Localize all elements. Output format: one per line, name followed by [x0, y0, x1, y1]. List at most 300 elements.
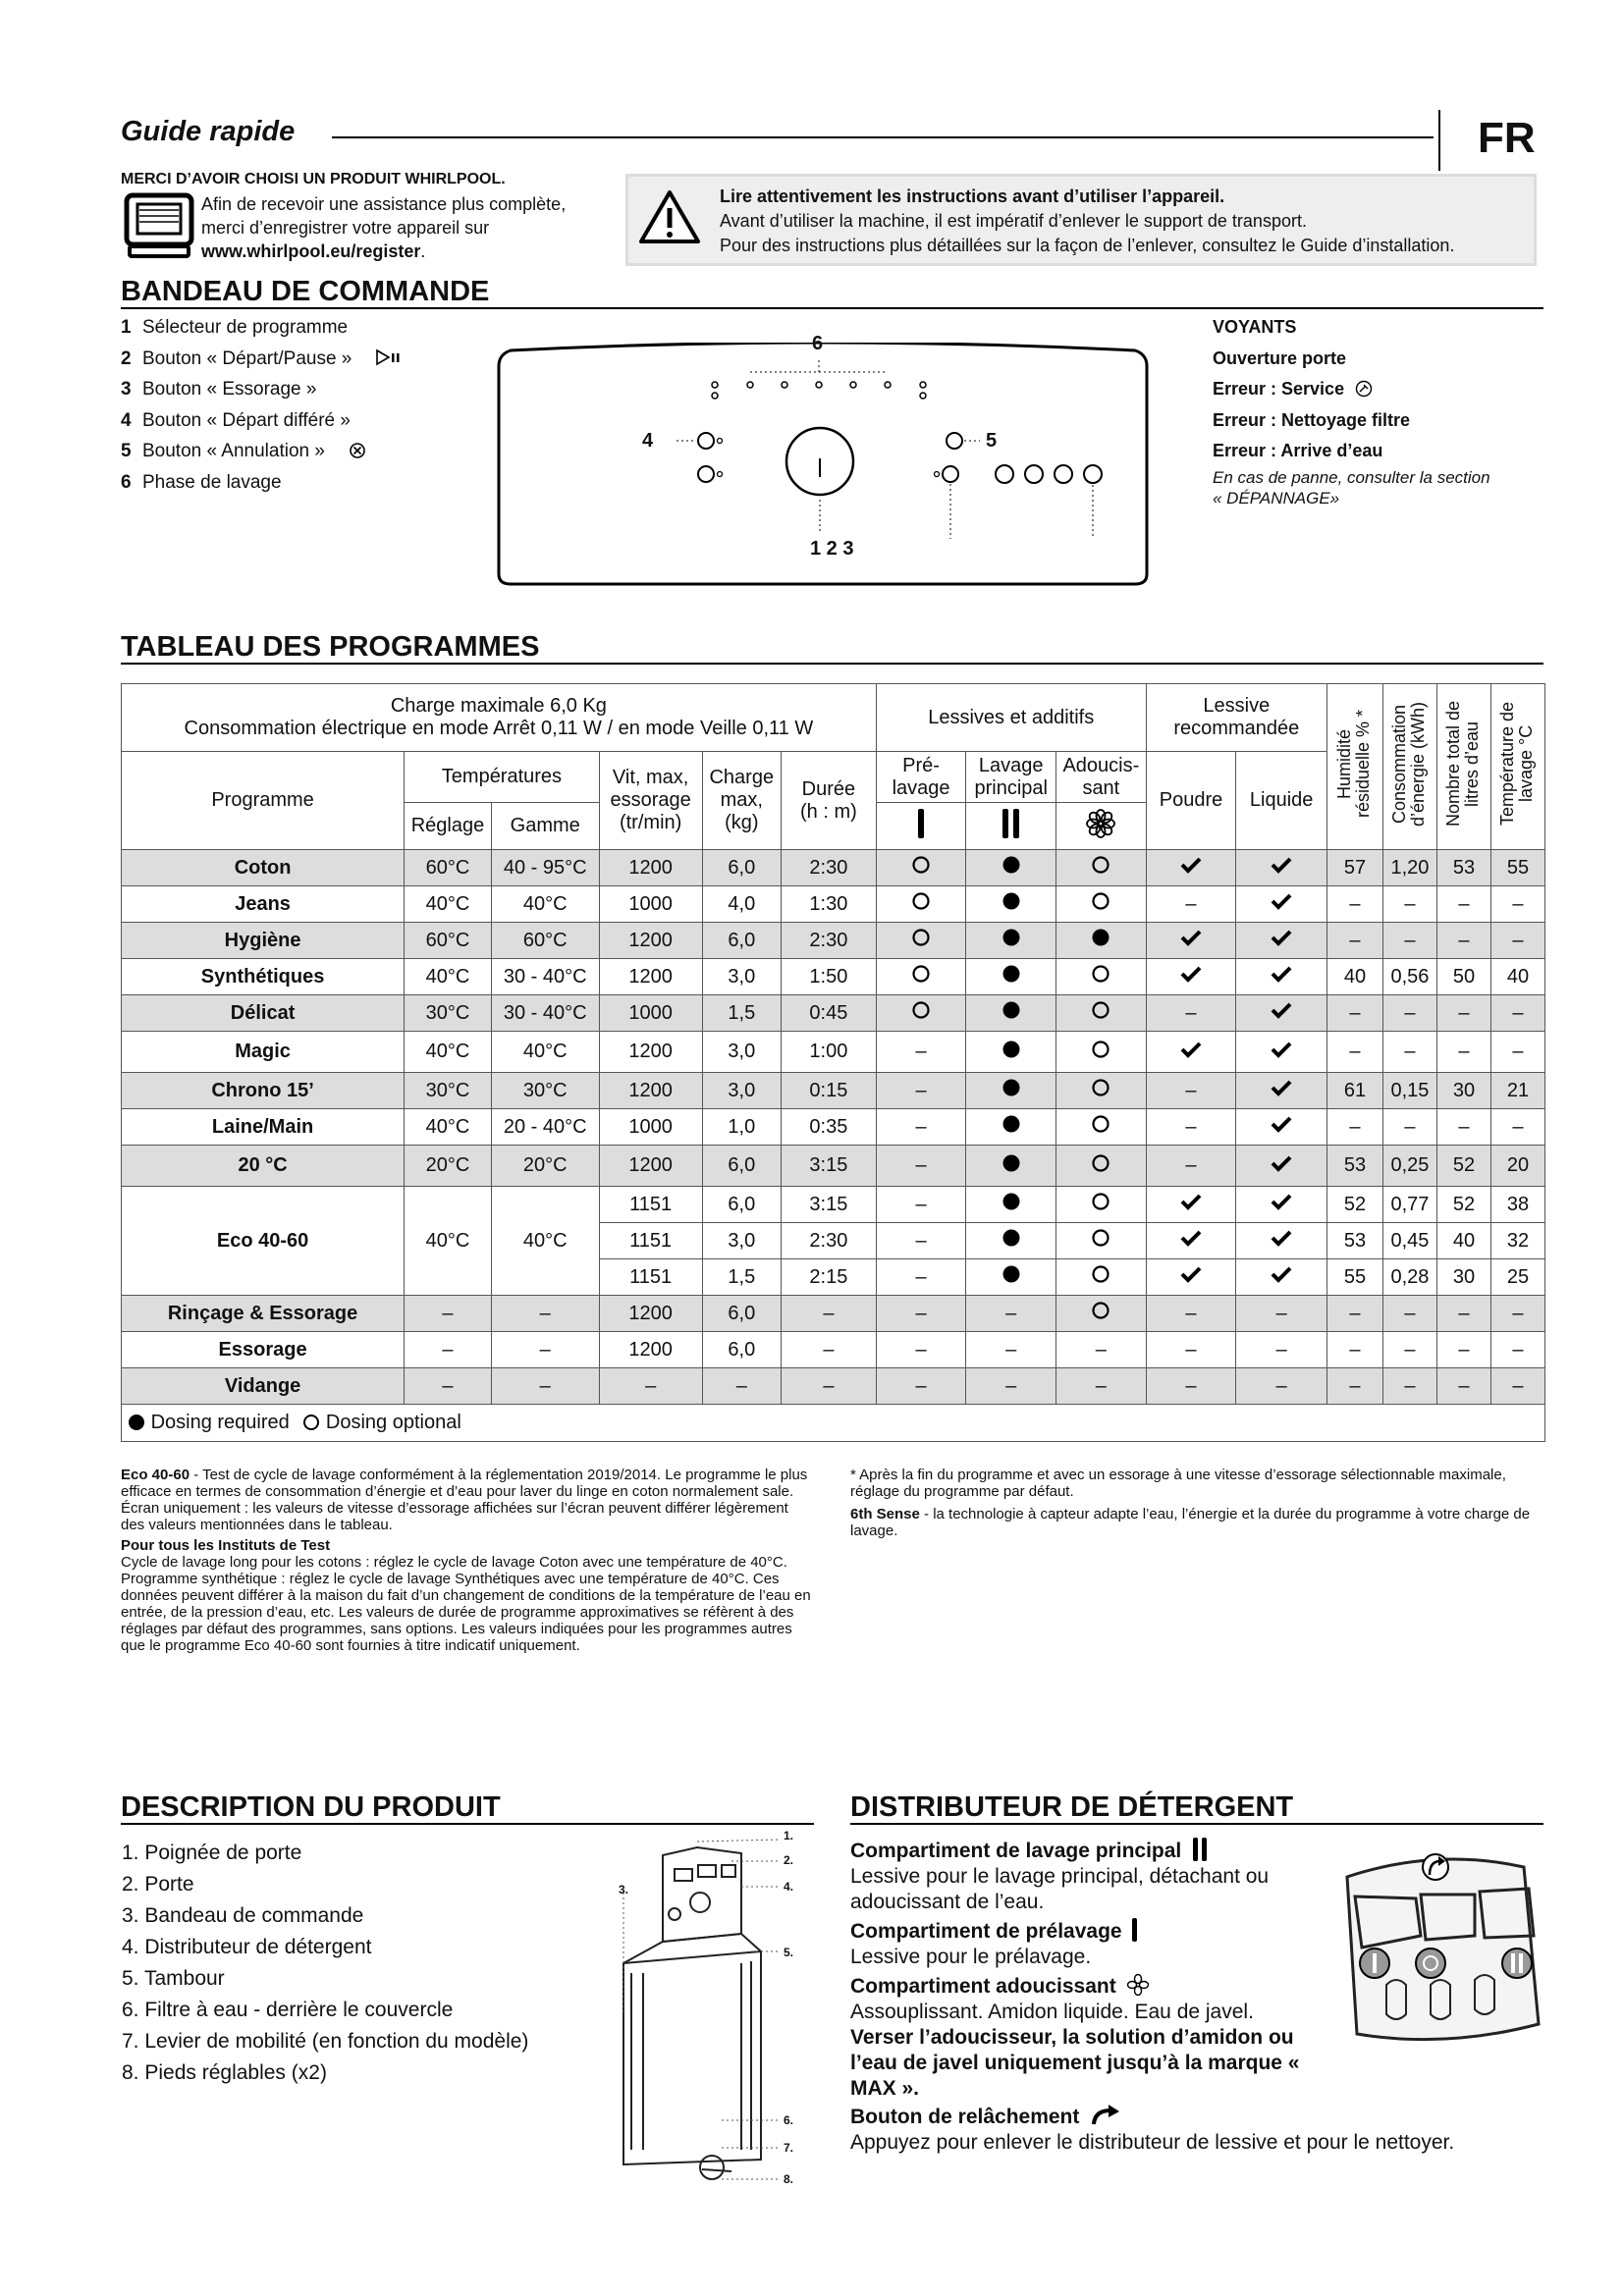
setting-cell: 40°C [405, 1032, 492, 1073]
page-title: Guide rapide [121, 116, 296, 147]
mainwash-icon [1000, 807, 1023, 840]
duration-cell: – [782, 1296, 877, 1332]
powder-cell: – [1146, 1368, 1236, 1405]
table-row [122, 1109, 1545, 1146]
mainwash-cell [966, 850, 1056, 886]
powder-cell [1146, 1259, 1236, 1296]
check-icon [1270, 1228, 1293, 1248]
softener-cell [1056, 1296, 1147, 1332]
range-cell: 40°C [491, 886, 599, 923]
prewash-cell [876, 850, 966, 886]
callout-5: 5. [784, 1946, 794, 1959]
reco-line-2: recommandée [1173, 718, 1300, 739]
cancel-icon [348, 441, 367, 460]
table-row [122, 959, 1545, 995]
duration-cell: – [782, 1332, 877, 1368]
register-url[interactable]: www.whirlpool.eu/register [201, 241, 421, 261]
check-icon [1179, 928, 1203, 947]
program-name: Magic [122, 1032, 405, 1073]
empty-circle-icon [1091, 1040, 1110, 1059]
spin-cell: 1200 [599, 1146, 702, 1187]
spin-cell: 1200 [599, 959, 702, 995]
register-url-suffix: . [420, 241, 426, 261]
water-cell: 50 [1436, 959, 1490, 995]
softener-cell [1056, 1223, 1147, 1259]
liquid-cell [1236, 1259, 1327, 1296]
setting-cell: – [405, 1296, 492, 1332]
prewash-cell: – [876, 1146, 966, 1187]
temperature-cell: – [1490, 995, 1544, 1032]
legend-optional: Dosing optional [325, 1412, 461, 1433]
section-rule [850, 1823, 1543, 1825]
mainwash-icon [1191, 1838, 1211, 1861]
humidity-cell: – [1326, 1332, 1382, 1368]
section-rule [121, 307, 1543, 309]
prewash-icon-cell [876, 803, 966, 850]
powder-cell [1146, 1032, 1236, 1073]
empty-circle-icon [1091, 855, 1110, 875]
powder-cell [1146, 1223, 1236, 1259]
voyants-list [1213, 312, 1410, 467]
spin-l3: (tr/min) [619, 812, 682, 833]
energy-cell: – [1382, 1109, 1436, 1146]
load-l3: (kg) [725, 812, 759, 833]
sixth-sense-text: - la technologie à capteur adapte l’eau, l’énergie et la durée du programme à votre charge de lavage. [850, 1506, 1531, 1539]
range-cell: – [491, 1296, 599, 1332]
temperature-cell: 38 [1490, 1187, 1544, 1223]
range-cell: 20°C [491, 1146, 599, 1187]
panel-label-4: 4 [642, 430, 654, 452]
humidity-label: Humidité résiduelle % * [1333, 709, 1373, 819]
range-cell: 30 - 40°C [491, 995, 599, 1032]
program-name: Vidange [122, 1368, 405, 1405]
powder-cell: – [1146, 995, 1236, 1032]
water-cell: – [1436, 995, 1490, 1032]
check-icon [1179, 1192, 1203, 1211]
water-header [1436, 684, 1490, 850]
humidity-cell: – [1326, 1368, 1382, 1405]
mainwash-header [966, 752, 1056, 803]
warning-text [720, 185, 1454, 258]
softener-l2: sant [1082, 776, 1120, 799]
spin-cell: 1200 [599, 1032, 702, 1073]
table-row [122, 886, 1545, 923]
check-icon [1270, 855, 1293, 875]
filled-circle-icon [1001, 1192, 1021, 1211]
check-icon [1270, 928, 1293, 947]
program-name: Chrono 15’ [122, 1073, 405, 1109]
mainwash-l1: Lavage [978, 754, 1044, 776]
softener-cell [1056, 1259, 1147, 1296]
duration-cell: 0:35 [782, 1109, 877, 1146]
voyant-item: Erreur : Service [1213, 379, 1345, 399]
powder-cell: – [1146, 1332, 1236, 1368]
empty-circle-icon [1091, 1228, 1110, 1248]
duration-l2: (h : m) [799, 800, 857, 823]
range-cell: 40°C [491, 1187, 599, 1296]
humidity-header [1326, 684, 1382, 850]
liquid-cell: – [1236, 1368, 1327, 1405]
table-row [122, 923, 1545, 959]
program-name: 20 °C [122, 1146, 405, 1187]
duration-cell: 2:15 [782, 1259, 877, 1296]
voyant-item: Ouverture porte [1213, 347, 1347, 368]
eco-note-text: - Test de cycle de lavage conformément à la réglementation 2019/2014. Le programme le plus efficace en termes de consommation d’énergie et d’eau pour laver du linge en coton normalement sale. Écran uniquement : les valeurs de vitesse d’essorage affichées sur l’écran peuvent différer légèrement des valeurs mentionnées dans le tableau. [121, 1467, 808, 1533]
empty-circle-icon [1091, 1153, 1110, 1173]
setting-cell: 40°C [405, 1109, 492, 1146]
table-row [122, 1368, 1545, 1405]
temperature-cell: – [1490, 1032, 1544, 1073]
lessive-reco-header [1146, 684, 1326, 752]
warning-icon [638, 188, 701, 245]
language-code: FR [1478, 114, 1536, 162]
water-cell: 40 [1436, 1223, 1490, 1259]
check-icon [1270, 1040, 1293, 1059]
lessives-header: Lessives et additifs [876, 684, 1146, 752]
prewash-cell: – [876, 1223, 966, 1259]
register-text [201, 192, 614, 263]
check-icon [1179, 1040, 1203, 1059]
range-cell: – [491, 1332, 599, 1368]
part-item: 5. Tambour [122, 1967, 225, 1990]
spin-cell: 1151 [599, 1187, 702, 1223]
header-divider [1438, 110, 1440, 171]
program-name: Laine/Main [122, 1109, 405, 1146]
load-cell: 6,0 [702, 1146, 781, 1187]
section-title-description: DESCRIPTION DU PRODUIT [121, 1791, 501, 1823]
control-num: 6 [121, 471, 132, 493]
callout-1: 1. [784, 1829, 794, 1842]
liquid-cell [1236, 850, 1327, 886]
table-row [122, 1073, 1545, 1109]
product-parts-list [122, 1838, 528, 2089]
temperature-header [1490, 684, 1544, 850]
filled-circle-icon [1001, 1000, 1021, 1020]
control-label: Bouton « Départ/Pause » [142, 347, 352, 369]
callout-2: 2. [784, 1853, 794, 1867]
panel-label-5: 5 [986, 430, 998, 452]
load-cell: 1,5 [702, 995, 781, 1032]
load-cell: 3,0 [702, 1223, 781, 1259]
prewash-cell [876, 959, 966, 995]
check-icon [1179, 964, 1203, 984]
liquid-cell [1236, 923, 1327, 959]
softener-cell: – [1056, 1368, 1147, 1405]
mainwash-cell [966, 923, 1056, 959]
temperatures-header: Températures [405, 752, 600, 803]
duration-cell: 3:15 [782, 1187, 877, 1223]
liquid-cell: – [1236, 1296, 1327, 1332]
mainwash-cell [966, 1223, 1056, 1259]
table-row [122, 995, 1545, 1032]
softener-warning: Verser l’adoucisseur, la solution d’amidon ou l’eau de javel uniquement jusqu’à la marque « MAX ». [850, 2026, 1300, 2100]
part-item: 4. Distributeur de détergent [122, 1936, 372, 1958]
temperature-cell: – [1490, 1332, 1544, 1368]
table-row [122, 1332, 1545, 1368]
softener-text: Assouplissant. Amidon liquide. Eau de javel. [850, 2001, 1254, 2023]
mainwash-cell [966, 1187, 1056, 1223]
liquid-cell [1236, 1109, 1327, 1146]
check-icon [1270, 1153, 1293, 1173]
energy-label: Consommation d’énergie (kWh) [1388, 701, 1428, 827]
softener-cell [1056, 995, 1147, 1032]
dispenser-illustration [1327, 1838, 1545, 2056]
duration-cell: 2:30 [782, 1223, 877, 1259]
notes-left [121, 1467, 814, 1654]
prewash-icon [1130, 1918, 1140, 1942]
check-icon [1270, 891, 1293, 911]
energy-cell: 1,20 [1382, 850, 1436, 886]
powder-cell [1146, 923, 1236, 959]
temperature-cell: 32 [1490, 1223, 1544, 1259]
filled-circle-icon [128, 1414, 145, 1431]
prewash-l2: lavage [892, 776, 950, 799]
check-icon [1270, 1264, 1293, 1284]
program-name: Coton [122, 850, 405, 886]
prewash-cell: – [876, 1296, 966, 1332]
powder-cell: – [1146, 1146, 1236, 1187]
softener-cell [1056, 1073, 1147, 1109]
duration-cell: 1:50 [782, 959, 877, 995]
energy-cell: 0,25 [1382, 1146, 1436, 1187]
softener-cell: – [1056, 1332, 1147, 1368]
duration-cell: 1:30 [782, 886, 877, 923]
voyants-note [1213, 467, 1517, 508]
mainwash-cell: – [966, 1332, 1056, 1368]
water-cell: – [1436, 923, 1490, 959]
humidity-cell: – [1326, 1032, 1382, 1073]
softener-title: Compartiment adoucissant [850, 1975, 1116, 1998]
empty-circle-icon [1091, 1078, 1110, 1097]
humidity-cell: – [1326, 923, 1382, 959]
liquid-cell [1236, 886, 1327, 923]
prewash-cell: – [876, 1332, 966, 1368]
filled-circle-icon [1001, 1040, 1021, 1059]
table-row [122, 850, 1545, 886]
humidity-cell: 52 [1326, 1187, 1382, 1223]
liquid-cell [1236, 1146, 1327, 1187]
load-l1: Charge [709, 767, 775, 788]
program-name: Rinçage & Essorage [122, 1296, 405, 1332]
mainwash-cell [966, 886, 1056, 923]
flower-icon [1085, 808, 1116, 839]
table-row [122, 1296, 1545, 1332]
temperature-label: Température de lavage °C [1496, 701, 1536, 827]
program-name: Hygiène [122, 923, 405, 959]
charge-header [122, 684, 877, 752]
control-num: 2 [121, 347, 132, 369]
control-num: 3 [121, 379, 132, 400]
service-icon [1355, 380, 1373, 398]
spin-cell: – [599, 1368, 702, 1405]
check-icon [1179, 1264, 1203, 1284]
mainwash-cell: – [966, 1296, 1056, 1332]
mainwash-cell [966, 1259, 1056, 1296]
check-icon [1179, 1228, 1203, 1248]
temperature-cell: – [1490, 923, 1544, 959]
softener-cell [1056, 850, 1147, 886]
test-institutes-title: Pour tous les Instituts de Test [121, 1537, 331, 1554]
spin-cell: 1200 [599, 923, 702, 959]
mainwash-cell [966, 959, 1056, 995]
setting-cell: 30°C [405, 995, 492, 1032]
range-cell: 40°C [491, 1032, 599, 1073]
load-cell: 3,0 [702, 959, 781, 995]
temperature-cell: 40 [1490, 959, 1544, 995]
water-cell: – [1436, 1032, 1490, 1073]
energy-cell: – [1382, 886, 1436, 923]
test-institutes-text: Cycle de lavage long pour les cotons : réglez le cycle de lavage Coton avec une température de 40°C. Programme synthétique : réglez le cycle de lavage Synthétiques avec une température de 40°C. Ces données peuvent différer à la maison du fait d’un changement de conditions de la température de l’eau en entrée, de la pression d’eau, etc. Les valeurs de durée de programme approximatives se réfèrent à des réglages par défaut des programmes, sans options. Les valeurs indiquées pour les programmes autres que le programme Eco 40-60 sont fournies à titre indicatif uniquement. [121, 1554, 811, 1654]
empty-circle-icon [1091, 891, 1110, 911]
spin-cell: 1200 [599, 1332, 702, 1368]
setting-cell: – [405, 1332, 492, 1368]
prewash-header [876, 752, 966, 803]
prewash-text: Lessive pour le prélavage. [850, 1946, 1092, 1968]
prewash-icon [915, 807, 927, 840]
curved-arrow-icon [1091, 2105, 1120, 2126]
load-cell: 1,5 [702, 1259, 781, 1296]
softener-cell [1056, 1109, 1147, 1146]
temperature-cell: – [1490, 1368, 1544, 1405]
control-num: 5 [121, 441, 132, 461]
table-row [122, 1032, 1545, 1073]
load-cell: 6,0 [702, 923, 781, 959]
charge-line-2: Consommation électrique en mode Arrêt 0,11 W / en mode Veille 0,11 W [184, 718, 814, 739]
setting-cell: 40°C [405, 959, 492, 995]
washer-illustration [604, 1826, 800, 2199]
section-title-distributeur: DISTRIBUTEUR DE DÉTERGENT [850, 1791, 1294, 1823]
duration-l1: Durée [801, 777, 856, 800]
control-item [121, 374, 403, 405]
computer-icon [124, 192, 194, 259]
callout-6: 6. [784, 2113, 794, 2127]
load-cell: 3,0 [702, 1073, 781, 1109]
part-item: 6. Filtre à eau - derrière le couvercle [122, 1999, 454, 2021]
empty-circle-icon [911, 928, 931, 947]
warning-title: Lire attentivement les instructions avant d’utiliser l’appareil. [720, 187, 1225, 206]
check-icon [1270, 1192, 1293, 1211]
prewash-cell: – [876, 1073, 966, 1109]
range-cell: – [491, 1368, 599, 1405]
callout-8: 8. [784, 2172, 794, 2186]
prewash-cell: – [876, 1109, 966, 1146]
load-cell: – [702, 1368, 781, 1405]
table-row [122, 1187, 1545, 1223]
range-cell: 20 - 40°C [491, 1109, 599, 1146]
prewash-cell: – [876, 1187, 966, 1223]
softener-icon-cell [1056, 803, 1147, 850]
water-cell: – [1436, 1368, 1490, 1405]
setting-cell: 30°C [405, 1073, 492, 1109]
powder-cell [1146, 959, 1236, 995]
section-rule [121, 663, 1543, 665]
empty-circle-icon [1091, 1192, 1110, 1211]
eco-note-label: Eco 40-60 [121, 1467, 190, 1483]
spin-cell: 1151 [599, 1259, 702, 1296]
energy-cell: – [1382, 995, 1436, 1032]
humidity-cell: 61 [1326, 1073, 1382, 1109]
mainwash-cell [966, 995, 1056, 1032]
water-cell: 52 [1436, 1187, 1490, 1223]
water-cell: – [1436, 1332, 1490, 1368]
check-icon [1270, 1114, 1293, 1134]
energy-cell: – [1382, 1032, 1436, 1073]
load-cell: 6,0 [702, 1332, 781, 1368]
prewash-cell [876, 886, 966, 923]
prewash-cell: – [876, 1368, 966, 1405]
water-label: Nombre total de litres d’eau [1442, 700, 1482, 828]
energy-cell: 0,15 [1382, 1073, 1436, 1109]
callout-7: 7. [784, 2141, 794, 2155]
powder-cell: – [1146, 1073, 1236, 1109]
prewash-cell: – [876, 1259, 966, 1296]
humidity-cell: 57 [1326, 850, 1382, 886]
section-title-tableau: TABLEAU DES PROGRAMMES [121, 631, 540, 663]
duration-cell: 0:15 [782, 1073, 877, 1109]
reco-line-1: Lessive [1203, 695, 1271, 717]
register-line-1: Afin de recevoir une assistance plus complète, [201, 194, 567, 214]
mainwash-cell [966, 1073, 1056, 1109]
softener-cell [1056, 886, 1147, 923]
main-wash-text: Lessive pour le lavage principal, détachant ou adoucissant de l’eau. [850, 1865, 1270, 1913]
liquid-cell [1236, 1032, 1327, 1073]
energy-cell: – [1382, 923, 1436, 959]
load-cell: 3,0 [702, 1032, 781, 1073]
filled-circle-icon [1001, 855, 1021, 875]
range-cell: 60°C [491, 923, 599, 959]
empty-circle-icon [911, 964, 931, 984]
energy-header [1382, 684, 1436, 850]
setting-header: Réglage [405, 803, 492, 850]
control-label: Bouton « Essorage » [142, 379, 317, 400]
legend-row [122, 1405, 1545, 1442]
empty-circle-icon [1091, 1301, 1110, 1320]
callout-4: 4. [784, 1880, 794, 1894]
check-icon [1179, 855, 1203, 875]
spin-cell: 1151 [599, 1223, 702, 1259]
humidity-cell: – [1326, 886, 1382, 923]
control-item [121, 344, 403, 375]
spin-cell: 1200 [599, 1073, 702, 1109]
prewash-l1: Pré- [902, 754, 940, 776]
humidity-cell: – [1326, 995, 1382, 1032]
check-icon [1270, 1078, 1293, 1097]
spin-cell: 1200 [599, 850, 702, 886]
liquid-header: Liquide [1236, 752, 1327, 850]
thanks-title: MERCI D’AVOIR CHOISI UN PRODUIT WHIRLPOOL. [121, 171, 506, 187]
liquid-cell [1236, 959, 1327, 995]
prewash-title: Compartiment de prélavage [850, 1920, 1122, 1943]
mainwash-cell [966, 1109, 1056, 1146]
temperature-cell: 21 [1490, 1073, 1544, 1109]
empty-circle-icon [1091, 964, 1110, 984]
control-item [121, 312, 403, 344]
temperature-cell: 25 [1490, 1259, 1544, 1296]
water-cell: – [1436, 1296, 1490, 1332]
humidity-cell: 53 [1326, 1146, 1382, 1187]
program-name: Essorage [122, 1332, 405, 1368]
program-name: Jeans [122, 886, 405, 923]
mainwash-cell [966, 1146, 1056, 1187]
setting-cell: 40°C [405, 1187, 492, 1296]
filled-circle-icon [1001, 964, 1021, 984]
header-rule [332, 136, 1434, 138]
water-cell: 53 [1436, 850, 1490, 886]
temperature-cell: – [1490, 886, 1544, 923]
check-icon [1270, 964, 1293, 984]
table-row [122, 1146, 1545, 1187]
spin-l2: essorage [610, 789, 691, 811]
